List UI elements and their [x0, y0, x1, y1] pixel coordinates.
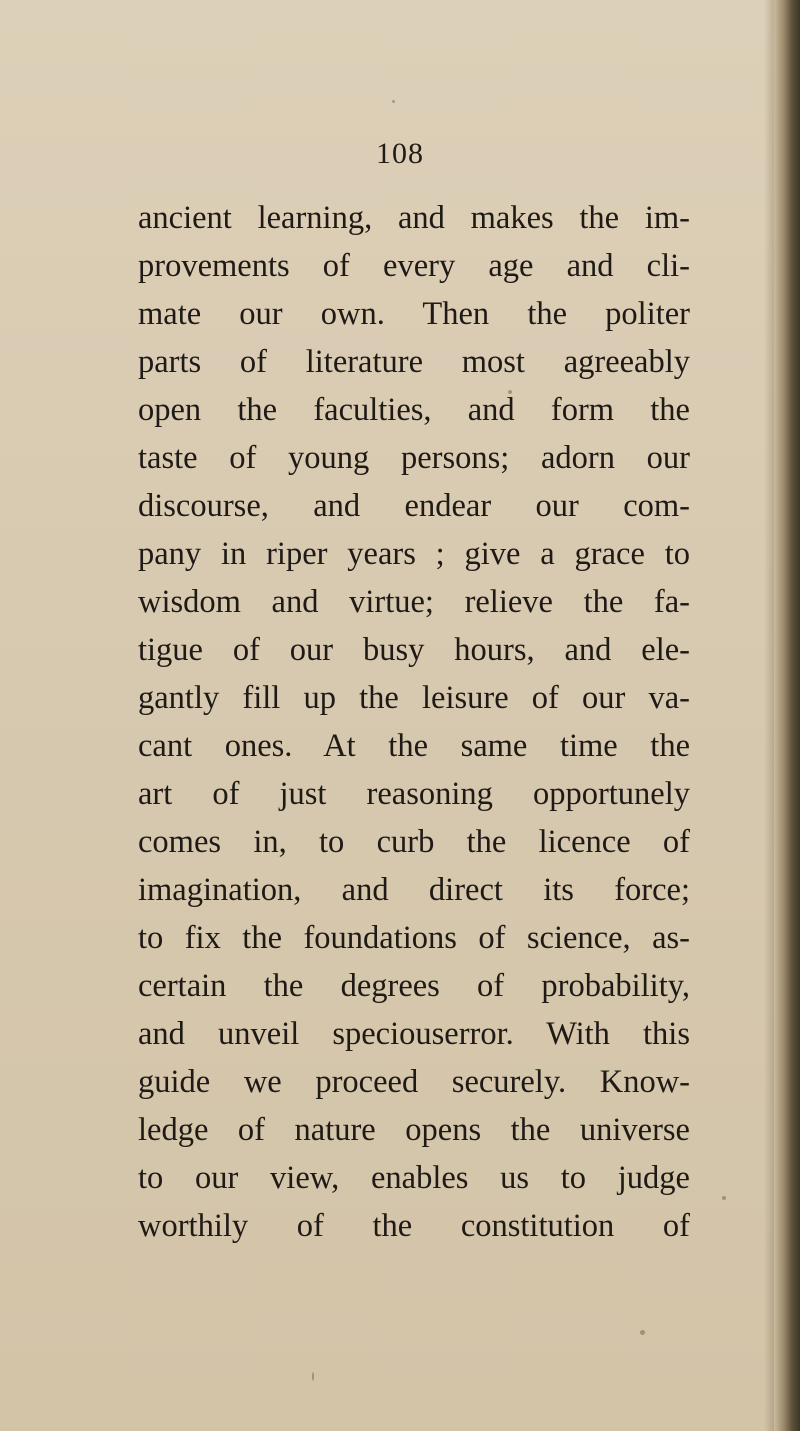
text-line: certain the degrees of probability, — [138, 968, 690, 1004]
text-line: mate our own. Then the politer — [138, 296, 690, 332]
text-line: worthily of the constitution of — [138, 1208, 690, 1244]
paper-speck — [392, 100, 395, 103]
text-line: pany in riper years ; give a grace to — [138, 536, 690, 572]
text-line: parts of literature most agreeably — [138, 344, 690, 380]
text-line: comes in, to curb the licence of — [138, 824, 690, 860]
text-line: discourse, and endear our com- — [138, 488, 690, 524]
text-line: art of just reasoning opportunely — [138, 776, 690, 812]
text-line: taste of young persons; adorn our — [138, 440, 690, 476]
paper-speck — [640, 1330, 645, 1335]
paper-speck — [312, 1372, 314, 1381]
paper-speck — [722, 1196, 726, 1200]
text-line: tigue of our busy hours, and ele- — [138, 632, 690, 668]
text-line: imagination, and direct its force; — [138, 872, 690, 908]
text-line: guide we proceed securely. Know- — [138, 1064, 690, 1100]
text-line: wisdom and virtue; relieve the fa- — [138, 584, 690, 620]
body-text — [138, 194, 690, 1250]
page-binding-edge — [774, 0, 800, 1431]
page-number: 108 — [376, 137, 424, 170]
text-line: to our view, enables us to judge — [138, 1160, 690, 1196]
text-line: ledge of nature opens the universe — [138, 1112, 690, 1148]
text-line: provements of every age and cli- — [138, 248, 690, 284]
text-line: ancient learning, and makes the im- — [138, 200, 690, 236]
text-line: cant ones. At the same time the — [138, 728, 690, 764]
text-line: open the faculties, and form the — [138, 392, 690, 428]
text-line: to fix the foundations of science, as- — [138, 920, 690, 956]
text-line: and unveil speciouserror. With this — [138, 1016, 690, 1052]
text-line: gantly fill up the leisure of our va- — [138, 680, 690, 716]
